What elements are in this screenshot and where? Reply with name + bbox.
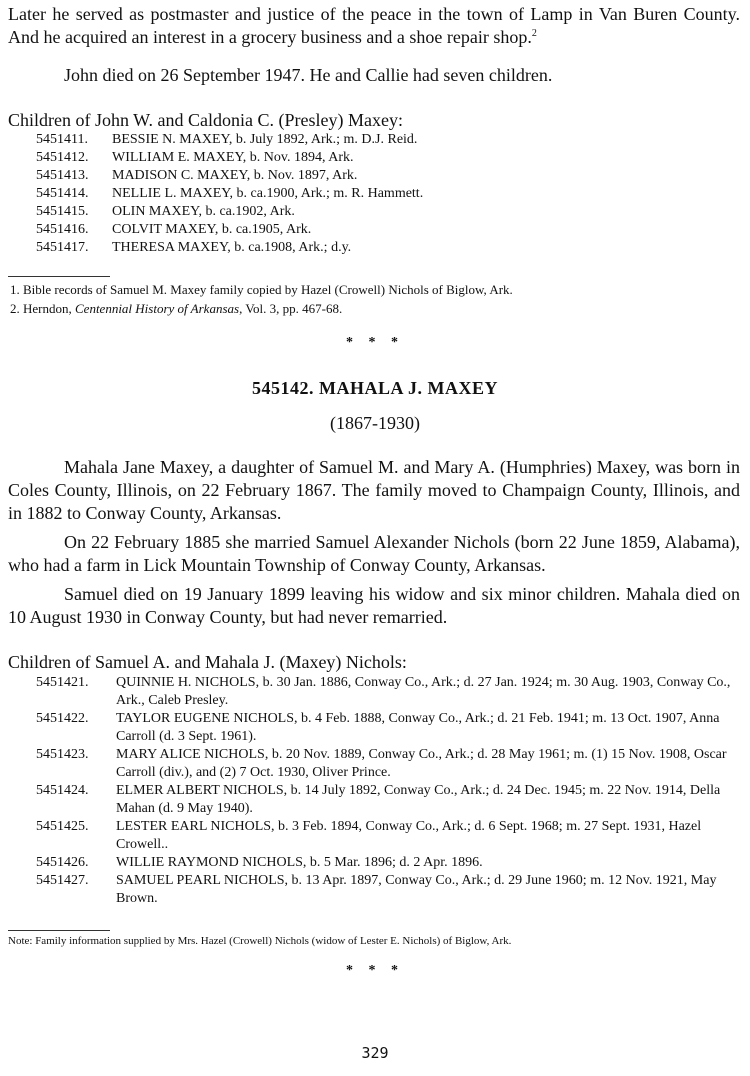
children-list-1 <box>36 131 740 257</box>
list-item <box>36 131 740 149</box>
list-item-text: LESTER EARL NICHOLS, b. 3 Feb. 1894, Conway Co., Ark.; d. 6 Sept. 1968; m. 27 Sept. 1931, Hazel Crowell.. <box>116 819 702 852</box>
children-heading-2: Children of Samuel A. and Mahala J. (Maxey) Nichols: <box>8 652 407 672</box>
section-separator-1: * * * <box>346 335 404 350</box>
list-item <box>36 221 740 239</box>
list-item-text: NELLIE L. MAXEY, b. ca.1900, Ark.; m. R. Hammett. <box>112 186 424 201</box>
list-item-text: THERESA MAXEY, b. ca.1908, Ark.; d.y. <box>112 240 352 255</box>
list-item <box>36 167 740 185</box>
intro-paragraph-2: John died on 26 September 1947. He and Callie had seven children. <box>64 65 553 85</box>
family-note: Note: Family information supplied by Mrs. Hazel (Crowell) Nichols (widow of Lester E. Nichols) of Biglow, Ark. <box>8 935 512 947</box>
list-item-number: 5451413. <box>36 168 89 183</box>
list-item-text: TAYLOR EUGENE NICHOLS, b. 4 Feb. 1888, Conway Co., Ark.; d. 21 Feb. 1941; m. 13 Oct. 1907, Anna Carroll (d. 3 Sept. 1961). <box>116 711 720 744</box>
list-item <box>36 746 740 782</box>
list-item-number: 5451427. <box>36 873 89 888</box>
list-item <box>36 203 740 221</box>
section-title: 545142. MAHALA J. MAXEY <box>252 378 498 398</box>
list-item-number: 5451414. <box>36 186 89 201</box>
list-item-number: 5451424. <box>36 783 89 798</box>
footnote-1: 1. Bible records of Samuel M. Maxey family copied by Hazel (Crowell) Nichols of Biglow, Ark. <box>10 282 513 297</box>
list-item <box>36 710 740 746</box>
list-item-number: 5451425. <box>36 819 89 834</box>
list-item-number: 5451422. <box>36 711 89 726</box>
footnote-rule <box>8 276 110 277</box>
list-item-number: 5451416. <box>36 222 89 237</box>
list-item-text: COLVIT MAXEY, b. ca.1905, Ark. <box>112 222 312 237</box>
footnote-ref-2: 2 <box>531 28 537 39</box>
section-paragraph-1: Mahala Jane Maxey, a daughter of Samuel M. and Mary A. (Humphries) Maxey, was born in Coles County, Illinois, on 22 February 1867. The family moved to Champaign County, Illinois, and in 1882 to Conway County, Arkansas. <box>8 457 740 523</box>
list-item-number: 5451426. <box>36 855 89 870</box>
section-years: (1867-1930) <box>330 413 420 433</box>
list-item-number: 5451423. <box>36 747 89 762</box>
list-item-text: MADISON C. MAXEY, b. Nov. 1897, Ark. <box>112 168 358 183</box>
list-item-number: 5451411. <box>36 132 88 147</box>
footnote-2-prefix: 2. Herndon, <box>10 301 75 316</box>
children-list-2 <box>36 674 740 908</box>
section-paragraph-2: On 22 February 1885 she married Samuel Alexander Nichols (born 22 June 1859, Alabama), who had a farm in Lick Mountain Township of Conway County, Arkansas. <box>8 532 740 575</box>
list-item-text: OLIN MAXEY, b. ca.1902, Ark. <box>112 204 295 219</box>
footnote-2-title: Centennial History of Arkansas <box>75 301 240 316</box>
list-item <box>36 239 740 257</box>
list-item-text: SAMUEL PEARL NICHOLS, b. 13 Apr. 1897, Conway Co., Ark.; d. 29 June 1960; m. 12 Nov. 1921, May Brown. <box>116 873 717 906</box>
list-item <box>36 185 740 203</box>
list-item <box>36 149 740 167</box>
list-item-number: 5451421. <box>36 675 89 690</box>
list-item <box>36 854 740 872</box>
list-item-text: ELMER ALBERT NICHOLS, b. 14 July 1892, Conway Co., Ark.; d. 24 Dec. 1945; m. 22 Nov. 1914, Della Mahan (d. 9 May 1940). <box>116 783 721 816</box>
section-paragraph-3: Samuel died on 19 January 1899 leaving his widow and six minor children. Mahala died on 10 August 1930 in Conway County, but had never remarried. <box>8 584 740 627</box>
note-rule <box>8 930 110 931</box>
children-heading-1: Children of John W. and Caldonia C. (Presley) Maxey: <box>8 110 403 130</box>
page-number: 329 <box>361 1044 389 1062</box>
list-item-text: QUINNIE H. NICHOLS, b. 30 Jan. 1886, Conway Co., Ark.; d. 27 Jan. 1924; m. 30 Aug. 1903, Conway Co., Ark., Caleb Presley. <box>116 675 731 708</box>
section-separator-2: * * * <box>346 963 404 978</box>
footnote-2 <box>10 299 740 318</box>
list-item-text: MARY ALICE NICHOLS, b. 20 Nov. 1889, Conway Co., Ark.; d. 28 May 1961; m. (1) 15 Nov. 1908, Oscar Carroll (div.), and (2) 7 Oct. 1930, Oliver Prince. <box>116 747 727 780</box>
intro-paragraph-1 <box>8 3 740 49</box>
list-item-number: 5451417. <box>36 240 89 255</box>
list-item <box>36 674 740 710</box>
list-item <box>36 782 740 818</box>
list-item-text: WILLIAM E. MAXEY, b. Nov. 1894, Ark. <box>112 150 354 165</box>
list-item-number: 5451412. <box>36 150 89 165</box>
footnote-2-suffix: , Vol. 3, pp. 467-68. <box>239 301 343 316</box>
list-item-text: WILLIE RAYMOND NICHOLS, b. 5 Mar. 1896; d. 2 Apr. 1896. <box>116 855 483 870</box>
intro-paragraph-1-text: Later he served as postmaster and justice of the peace in the town of Lamp in Van Buren County. And he acquired an interest in a grocery business and a shoe repair shop. <box>8 4 740 47</box>
list-item <box>36 818 740 854</box>
list-item-text: BESSIE N. MAXEY, b. July 1892, Ark.; m. D.J. Reid. <box>112 132 418 147</box>
list-item <box>36 872 740 908</box>
list-item-number: 5451415. <box>36 204 89 219</box>
